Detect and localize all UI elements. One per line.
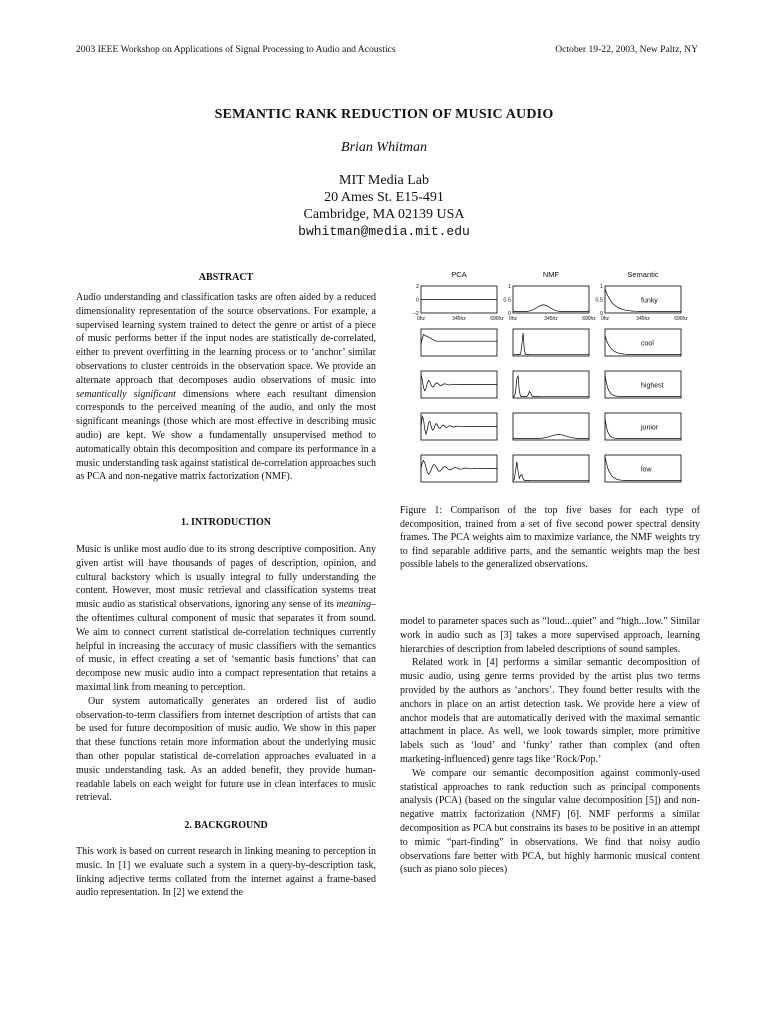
x-tick-label: 0hz xyxy=(416,316,426,322)
x-tick-label: 345hz xyxy=(544,316,558,322)
intro-p1-after: – the oftentimes cultural component of music that separates it from sound. We aim to connect current statistical de-correlation techniques currently helpful in increasing the accuracy of music classifiers with the semantics of music, in effect creating a set of ‘semantic basis functions’ that can decompose new music audio into a compact representation that retains a maximal link from meaning to perception. xyxy=(76,599,376,693)
author-email: bwhitman@media.mit.edu xyxy=(298,224,470,239)
introduction-text xyxy=(76,543,376,805)
abstract-emphasis: semantically significant xyxy=(76,388,176,400)
intro-p1-emphasis: meaning xyxy=(336,599,371,611)
abstract-heading: ABSTRACT xyxy=(198,272,254,283)
y-tick-label: 0 xyxy=(599,311,603,317)
background-heading: 2. BACKGROUND xyxy=(184,820,268,831)
semantic-label: highest xyxy=(641,382,664,390)
paper-title: SEMANTIC RANK REDUCTION OF MUSIC AUDIO xyxy=(214,107,554,122)
pca-basis-curve xyxy=(421,375,497,391)
abstract-text xyxy=(76,291,376,484)
affiliation-lab: MIT Media Lab xyxy=(339,173,429,188)
affiliation-city: Cambridge, MA 02139 USA xyxy=(303,207,465,222)
x-tick-label: 690hz xyxy=(490,316,504,322)
pca-basis-curve xyxy=(421,461,497,475)
y-tick-label: −2 xyxy=(412,311,419,317)
y-tick-label: 0 xyxy=(415,297,419,304)
x-tick-label: 0hz xyxy=(600,316,610,322)
plot-frame xyxy=(513,286,589,313)
pca-basis-curve xyxy=(421,417,497,435)
y-tick-label: 2 xyxy=(415,284,419,290)
nmf-basis-curve xyxy=(513,305,589,312)
abstract-text-before: Audio understanding and classification tasks are often aided by a reduced dimensionality representation of the source observations. For example, a supervised learning system trained to detect the genre or artist of a piece of music performs better if the input nodes are statistically de-correlated, either to prevent overfitting in the learning process or to ‘anchor’ similar observations to cluster centroids in the observation space. We provide an alternate approach that decomposes audio observations of music into xyxy=(76,292,376,386)
y-tick-label: 0.5 xyxy=(503,297,511,304)
x-tick-label: 0hz xyxy=(508,316,518,322)
semantic-label: funky xyxy=(641,297,658,305)
plot-frame xyxy=(421,329,497,356)
right-p2: Related work in [4] performs a similar semantic decomposition of music audio, using genre terms provided by the artist plus two terms provided by the authors as ‘anchors’. They found better results with the anchors in place on an artist detection task. We provide here a view of anchor models that are automatically derived with the maximal semantic attachment in place. As well, we look towards simpler, more primitive labels such as ‘loud’ and ‘funky’ rather than complex (and often marketing-influenced) genre tags like ‘Rock/Pop.’ xyxy=(400,657,700,765)
figure-1 xyxy=(400,268,700,500)
semantic-label: junior xyxy=(641,424,659,432)
plot-frame xyxy=(513,371,589,398)
right-p1: model to parameter spaces such as “loud...quiet” and “high...low.” Similar work in audio such as [3] takes a more supervised approach, learning hierarchies of description from labeled descriptions of sound samples. xyxy=(400,616,700,655)
semantic-label: low xyxy=(641,466,652,474)
y-tick-label: 1 xyxy=(599,284,603,290)
column-title: PCA xyxy=(451,270,467,279)
right-column-text xyxy=(400,615,700,877)
y-tick-label: 0.5 xyxy=(595,297,603,304)
nmf-basis-curve xyxy=(513,435,589,439)
running-header-right: October 19-22, 2003, New Paltz, NY xyxy=(555,44,698,55)
basis-plots-grid xyxy=(400,268,700,500)
affiliation-street: 20 Ames St. E15-491 xyxy=(324,190,444,205)
x-tick-label: 690hz xyxy=(674,316,688,322)
x-tick-label: 690hz xyxy=(582,316,596,322)
background-text xyxy=(76,845,376,900)
figure-caption: Figure 1: Comparison of the top five bases for each type of decomposition, trained from a set of five second power spectral density frames. The PCA weights aim to maximize variance, the NMF weights try to find separable additive parts, and the semantic weights map the best possible labels to the generalized observations. xyxy=(400,505,700,571)
plot-frame xyxy=(513,329,589,356)
y-tick-label: 0 xyxy=(507,311,511,317)
abstract-text-after: dimensions where each resultant dimension corresponds to the perceived meaning of the audio, and only the most significant meanings (those which are most effective in describing music audio) are kept. We show a fundamentally unsupervised method to automatically obtain this decomposition and compare its performance in a music understanding task against statistical de-correlation approaches such as PCA and non-negative matrix factorization (NMF). xyxy=(76,388,376,483)
pca-basis-curve xyxy=(421,335,497,344)
plot-frame xyxy=(513,455,589,482)
nmf-basis-curve xyxy=(513,462,589,481)
x-tick-label: 345hz xyxy=(636,316,650,322)
introduction-heading: 1. INTRODUCTION xyxy=(180,517,271,528)
intro-p2: Our system automatically generates an ordered list of audio observation-to-term classifiers from internet description of artists that can be used for future decomposition of music audio. We show in this paper that these functions retain more information about the underlying music than other popular statistical de-correlation approaches evaluated in a music understanding task. As an added benefit, they provide human-readable labels on each weight for future use in clean interfaces to music retrieval. xyxy=(76,695,376,804)
right-p3: We compare our semantic decomposition against commonly-used statistical approaches to rank reduction such as principal components analysis (PCA) (based on the singular value decomposition [5]) and non-negative matrix factorization (NMF) [6]. NMF performs a similar decomposition as PCA but constrains its bases to be positive in an attempt to mimic “part-finding” in observations. We find that noisy audio observations fare better with PCA, but highly harmonic musical content (such as piano solo pieces) xyxy=(400,767,700,876)
background-p1: This work is based on current research in linking meaning to perception in music. In [1] we evaluate such a system in a query-by-description task, linking adjective terms collated from the internet against a frame-based audio representation. In [2] we extend the xyxy=(76,846,376,899)
column-title: Semantic xyxy=(627,270,659,279)
semantic-label: cool xyxy=(641,340,654,348)
y-tick-label: 1 xyxy=(507,284,511,290)
column-title: NMF xyxy=(542,270,560,279)
intro-p1-before: Music is unlike most audio due to its strong descriptive composition. Any given artist will have thousands of pages of description, opinion, and cultural backstory which is usually integral to fully understanding the content. However, most music retrieval and classification systems treat music audio as statistical observations, ignoring any sense of its xyxy=(76,544,376,611)
running-header-left: 2003 IEEE Workshop on Applications of Signal Processing to Audio and Acoustics xyxy=(76,44,396,55)
author-name: Brian Whitman xyxy=(341,140,427,155)
nmf-basis-curve xyxy=(513,333,589,355)
nmf-basis-curve xyxy=(513,376,589,397)
x-tick-label: 345hz xyxy=(452,316,466,322)
